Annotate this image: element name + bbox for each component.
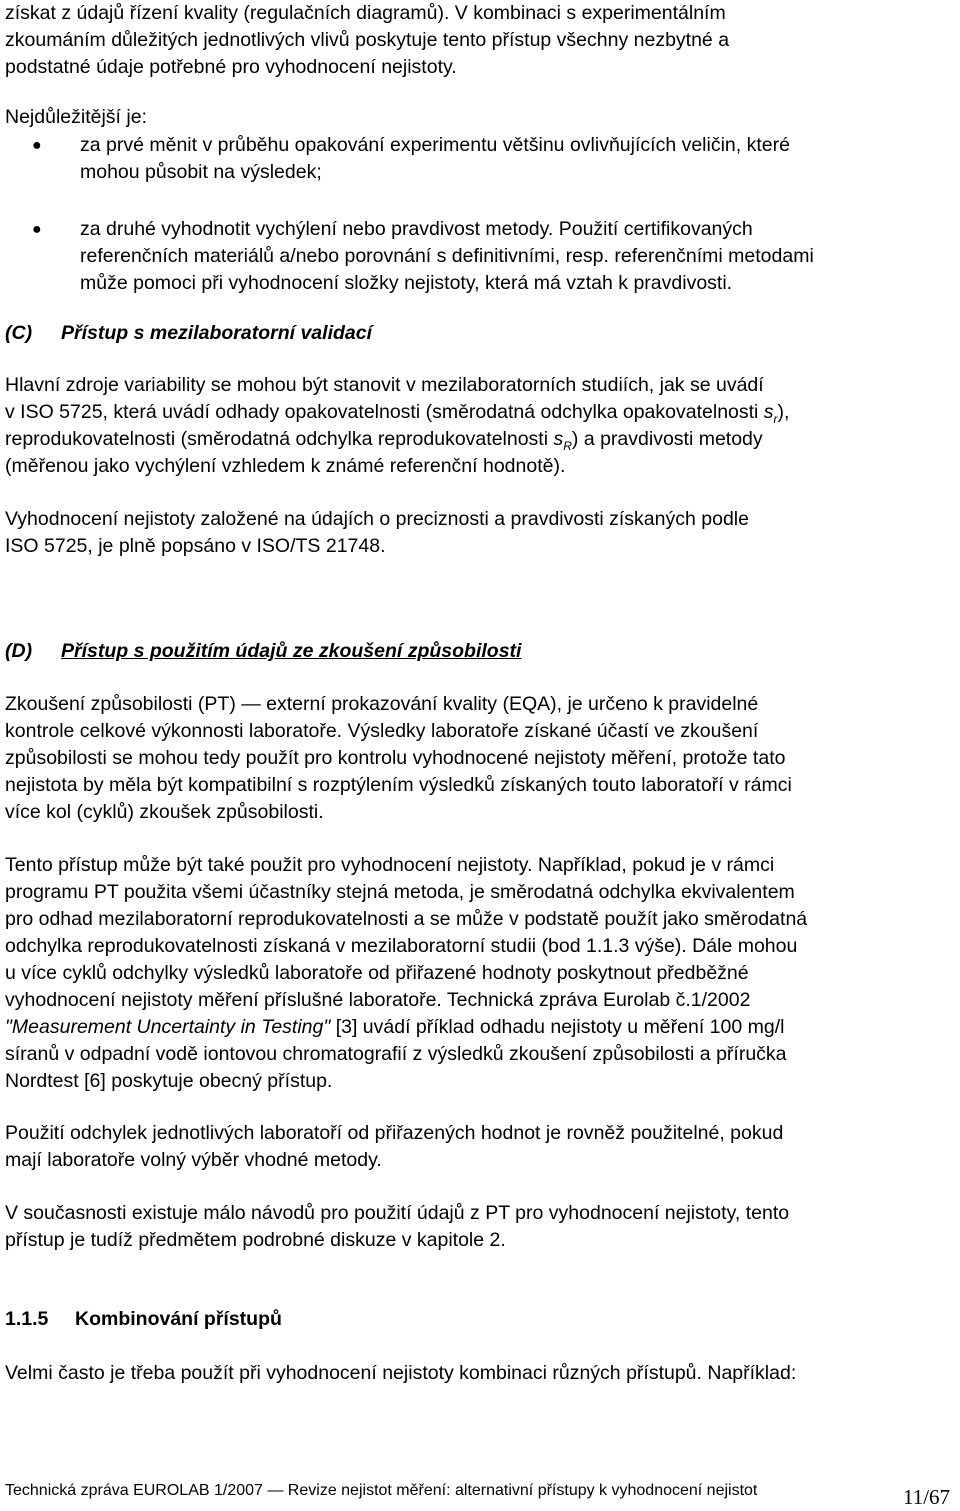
intro-paragraph: získat z údajů řízení kvality (regulačních diagramů). V kombinaci s experimentálním zkoumáním důležitých jednotlivých vlivů poskytuje tento přístup všechny nezbytné a podstatné údaje potřebné pro vyhodnocení nejistoty.	[5, 2, 730, 78]
section-d-paragraph-4: V současnosti existuje málo návodů pro použití údajů z PT pro vyhodnocení nejistoty, tento přístup je tudíž předmětem podrobné diskuze v kapitole 2.	[5, 1202, 790, 1251]
section-d-heading	[5, 638, 960, 665]
section-c-title: Přístup s mezilaboratorní validací	[61, 322, 373, 344]
important-heading: Nejdůležitější je:	[5, 106, 147, 128]
section-c-heading	[5, 320, 960, 347]
section-d-paragraph-1: Zkoušení způsobilosti (PT) — externí prokazování kvality (EQA), je určeno k pravidelné kontrole celkové výkonnosti laboratoře. Výsledky laboratoře získané účastí ve zkoušení způsobilosti se mohou tedy použít pro kontrolu vyhodnocené nejistoty měření, protože tato nejistota by měla být kompatibilní s rozptýlením výsledků získaných touto laboratoří v rámci více kol (cyklů) zkoušek způsobilosti.	[5, 693, 792, 823]
section-c-label: (C)	[5, 322, 33, 344]
section-115-heading	[5, 1306, 960, 1333]
bullet-dot-icon: ●	[32, 221, 42, 238]
bullet-item-1: za prvé měnit v průběhu opakování experimentu většinu ovlivňujících veličin, které mohou působit na výsledek;	[80, 134, 790, 183]
bullet-dot-icon: ●	[32, 137, 42, 154]
report-title-citation: "Measurement Uncertainty in Testing"	[5, 1016, 331, 1038]
page-number: 11/67	[903, 1485, 951, 1509]
section-c-paragraph-2: Vyhodnocení nejistoty založené na údajích o preciznosti a pravdivosti získaných podle ISO 5725, je plně popsáno v ISO/TS 21748.	[5, 508, 749, 557]
section-c-paragraph-1: Hlavní zdroje variability se mohou být stanovit v mezilaboratorních studiích, jak se uvádí v ISO 5725, která uvádí odhady opakovatelnosti (směrodatná odchylka opakovatelnosti $s_r$), reprodukovatelnosti (směrodatná odchylka reprodukovatelnosti $s_R$) a pravdivosti metody (měřenou jako vychýlení vzhledem k známé referenční hodnotě).	[5, 374, 790, 477]
section-d-title: Přístup s použitím údajů ze zkoušení způsobilosti	[61, 640, 522, 662]
section-115-title: Kombinování přístupů	[75, 1308, 282, 1330]
section-115-number: 1.1.5	[5, 1308, 49, 1330]
bullet-item-2: za druhé vyhodnotit vychýlení nebo pravdivost metody. Použití certifikovaných referenčních materiálů a/nebo porovnání s definitivními, resp. referenčními metodami může pomoci při vyhodnocení složky nejistoty, která má vztah k pravdivosti.	[80, 218, 814, 294]
section-d-paragraph-2: Tento přístup může být také použit pro vyhodnocení nejistoty. Například, pokud je v rámci programu PT použita všemi účastníky stejná metoda, je směrodatná odchylka ekvivalentem pro odhad mezilaboratorní reprodukovatelnosti a se může v podstatě použít jako směrodatná odchylka reprodukovatelnosti získaná v mezilaboratorní studii (bod 1.1.3 výše). Dále mohou u více cyklů odchylky výsledků laboratoře od přiřazené hodnoty poskytnout předběžné vyhodnocení nejistoty měření příslušné laboratoře. Technická zpráva Eurolab č.1/2002 "Measurement Uncertainty in Testing" [3] uvádí příklad odhadu nejistoty u měření 100 mg/l síranů v odpadní vodě iontovou chromatografií z výsledků zkoušení způsobilosti a příručka Nordtest [6] poskytuje obecný přístup.	[5, 854, 808, 1092]
page-footer: Technická zpráva EUROLAB 1/2007 — Revize nejistot měření: alternativní přístupy k vyhodnocení nejistot	[5, 1482, 758, 1499]
section-d-paragraph-3: Použití odchylek jednotlivých laboratoří od přiřazených hodnot je rovněž použitelné, pokud mají laboratoře volný výběr vhodné metody.	[5, 1122, 784, 1171]
section-115-paragraph: Velmi často je třeba použít při vyhodnocení nejistoty kombinaci různých přístupů. Například:	[5, 1362, 797, 1384]
section-d-label: (D)	[5, 640, 33, 662]
